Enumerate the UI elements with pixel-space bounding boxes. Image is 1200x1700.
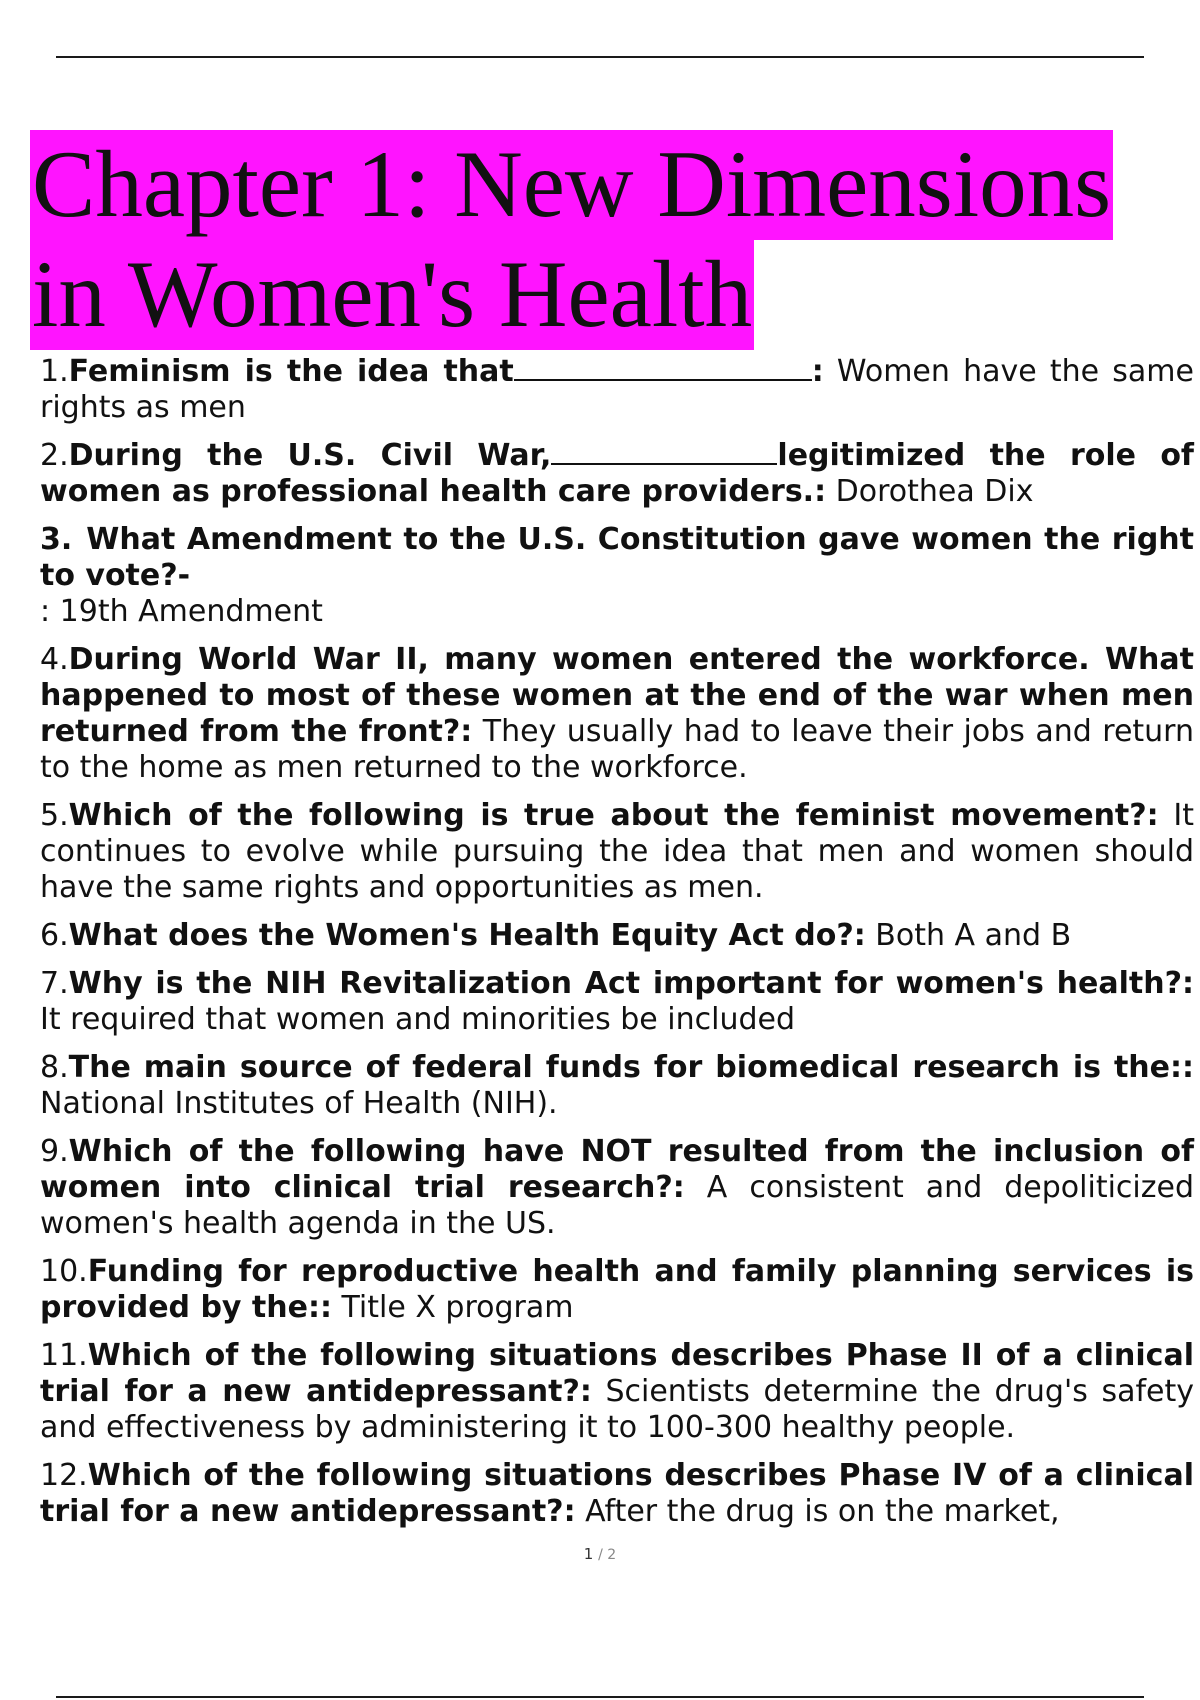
list-item <box>40 918 1194 954</box>
answer-text: Title X program <box>331 1290 574 1325</box>
answer-text: After the drug is on the market, <box>575 1494 1060 1529</box>
item-number: 10. <box>40 1254 88 1289</box>
answer-text: It required that women and minorities be included <box>40 1002 796 1037</box>
question-text: During the U.S. Civil War, <box>68 438 552 473</box>
question-list <box>40 354 1194 1542</box>
question-text: Why is the NIH Revitalization Act important for women's health?: <box>68 966 1194 1001</box>
item-number: 12. <box>40 1458 88 1493</box>
answer-text: Dorothea Dix <box>826 474 1034 509</box>
question-text: What Amendment to the U.S. Constitution gave women the right to vote?- <box>40 522 1194 593</box>
list-item <box>40 1254 1194 1326</box>
answer-text: Scientists determine the drug's safety and effectiveness by administering it to 100-300 healthy people. <box>40 1374 1195 1445</box>
question-text: What does the Women's Health Equity Act do?: <box>68 918 866 953</box>
question-text: Which of the following have NOT resulted from the inclusion of women into clinical trial research?: <box>40 1134 1194 1205</box>
list-item <box>40 1134 1194 1242</box>
answer-blank <box>551 439 777 465</box>
question-text: Funding for reproductive health and family planning services is provided by the:: <box>40 1254 1194 1325</box>
question-text: Which of the following situations describes Phase II of a clinical trial for a new antidepressant?: <box>40 1338 1194 1409</box>
question-text: Which of the following is true about the feminist movement?: <box>68 798 1159 833</box>
question-text-end: legitimized the role of women as professional health care providers.: <box>40 438 1194 509</box>
answer-text: It continues to evolve while pursuing the idea that men and women should have the same rights and opportunities as men. <box>40 798 1194 905</box>
list-item <box>40 966 1194 1038</box>
list-item <box>40 1458 1194 1530</box>
answer-text: : 19th Amendment <box>40 594 323 629</box>
page-current: 1 <box>583 1545 594 1563</box>
bottom-rule <box>56 1696 1144 1698</box>
answer-blank <box>514 355 812 381</box>
list-item <box>40 642 1194 786</box>
answer-text: Both A and B <box>865 918 1072 953</box>
answer-text: Women have the same rights as men <box>40 354 1194 425</box>
question-text: Which of the following situations describes Phase IV of a clinical trial for a new antidepressant?: <box>40 1458 1194 1529</box>
item-number: 1. <box>40 354 69 389</box>
item-number: 11. <box>40 1338 88 1373</box>
item-number: 3. <box>40 522 73 557</box>
answer-text: National Institutes of Health (NIH). <box>40 1086 558 1121</box>
title-line-2: in Women's Health <box>30 240 754 350</box>
list-item <box>40 438 1194 510</box>
item-number: 8. <box>40 1050 69 1085</box>
item-number: 9. <box>40 1134 69 1169</box>
answer-text: They usually had to leave their jobs and return to the home as men returned to the workforce. <box>40 714 1194 785</box>
item-number: 5. <box>40 798 69 833</box>
top-rule <box>56 56 1144 58</box>
list-item <box>40 1338 1194 1446</box>
question-text: The main source of federal funds for biomedical research is the:: <box>68 1050 1194 1085</box>
question-text: Feminism is the idea that <box>68 354 514 389</box>
list-item <box>40 354 1194 426</box>
question-text-end: : <box>811 354 824 389</box>
chapter-title <box>30 130 1170 350</box>
page-indicator <box>0 1545 1200 1563</box>
list-item <box>40 798 1194 906</box>
question-text: During World War II, many women entered the workforce. What happened to most of these women at the end of the war when men returned from the front?: <box>40 642 1194 749</box>
answer-text: A consistent and depoliticized women's health agenda in the US. <box>40 1170 1194 1241</box>
list-item <box>40 1050 1194 1122</box>
item-number: 4. <box>40 642 69 677</box>
title-line-1: Chapter 1: New Dimensions <box>30 130 1113 240</box>
item-number: 6. <box>40 918 69 953</box>
page-total: / 2 <box>598 1547 617 1563</box>
list-item <box>40 522 1194 630</box>
item-number: 7. <box>40 966 69 1001</box>
item-number: 2. <box>40 438 69 473</box>
